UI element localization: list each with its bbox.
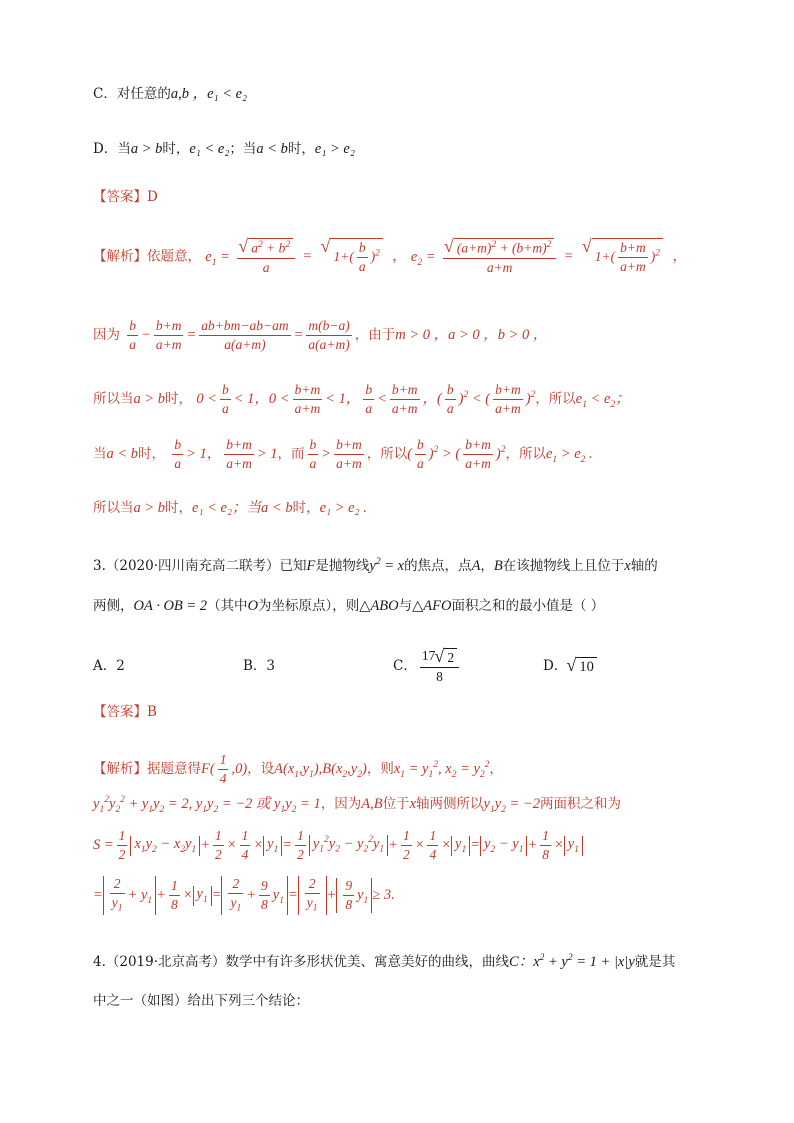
analysis-2-line-2: $y_1^2y_2^2 + y_1y_2 = 2$, $y_1y_2 = -2$ 或 $y_1y_2 = 1$，因为A,B位于x轴两侧所以$y_1y_2 = -2$两面积之和为 [93,795,621,815]
analysis-1-line-2: 因为 $\frac{b}{a}$ − $\frac{b+m}{a+m}$ = $\frac{ab+bm-ab-am}{a(a+m)}$ = $\frac{m(b-a)}{a(a+m)}$ ，由于m > 0 ，a > 0 ，b > 0 ， [93,318,548,353]
option-a: A．2 [93,658,125,675]
option-c-q3: C． $\frac{17√ 2}{8}$ [393,648,543,685]
option-d: D．当a > b时，e₁ < e₂；当a < b时，e₁ > e₂ [93,141,355,157]
question-3-line-1: 3.（2020·四川南充高二联考）已知F是抛物线$y^2 = x$的焦点，点A，B在该抛物线上且位于x轴的 [93,557,658,574]
question-3-options [93,648,734,685]
analysis-2-line-3: S = $\frac{1}{2}$ $x_1y_2 - x_2y_1$ + $\frac{1}{2}$ × $\frac{1}{4}$ × $y_1$ = $\frac{1}{2}$ $y_1^2y_2 - y_2^2y_1$ + $\frac{1}{2}$ × $\frac{1}{4}$ × $y_1 = y_2 - y_1$ + $\frac{1}{8}$ × $y_1$ [93,828,734,863]
analysis-1-line-3: 所以当a > b时， 0 < $\frac{b}{a}$ < 1，0 < $\frac{b+m}{a+m}$ < 1， $\frac{b}{a}$ < $\frac{b+m}{a+m}$ ，( $\frac{b}{a}$ )$^2$ < ( $\frac{b+m}{a+m}$ )$^2$，所以$e_1 < e_2$； [93,382,630,417]
analysis-2-line-1: 【解析】据题意得F( $\frac{1}{4}$ ,0)，设$A(x_1,y_1),B(x_2,y_2)$，则$x_1 = y_1^2$, $x_2 = y_2^2$， [93,752,503,787]
analysis-1-line-1: 【解析】依题意， $e_1$ = √ $\frac{a^2 + b^2}{a}$ = √ 1+( $\frac{b}{a}$ )$^2$ ， $e_2$ = √ $\frac{(a+m)^2 + (b+m)^2}{a+m}$ = √ 1+( $\frac{b+m}{a+m}$ )$^2$ ， [93,238,734,276]
option-c: C．对任意的a,b ，e₁ < e₂ [93,86,248,102]
analysis-tag: 【解析】 [93,248,147,265]
analysis-2-line-4: = $\frac{2}{y_1}$ + $y_1$ + $\frac{1}{8}$ × $y_1$ = $\frac{2}{y_1}$ + $\frac{9}{8}$ $y_1$ = $\frac{2}{y_1}$ + $\frac{9}{8}$ $y_1 \ge 3$. [93,876,395,914]
analysis-1-conclusion: 所以当a > b时，e₁ < e₂；当a < b时，e₁ > e₂ . [93,500,367,516]
question-3-line-2: 两侧，OA · OB = 2（其中O为坐标原点），则△ABO与△AFO面积之和的最小值是（ ） [93,598,605,614]
answer-2: 【答案】B [93,704,157,720]
answer-1: 【答案】D [93,189,158,205]
question-4-line-2: 中之一（如图）给出下列三个结论： [93,993,309,1009]
option-b: B．3 [243,658,276,675]
question-4-line-1: 4.（2019·北京高考）数学中有许多形状优美、寓意美好的曲线，曲线C：$x^2 + y^2 = 1 + |x|y$就是其 [93,953,676,970]
option-d-q3: D．√ 10 [543,657,693,676]
analysis-1-line-4: 当a < b时， $\frac{b}{a}$ > 1， $\frac{b+m}{a+m}$ > 1，而 $\frac{b}{a}$ > $\frac{b+m}{a+m}$ ，所以( $\frac{b}{a}$ )$^2$ > ( $\frac{b+m}{a+m}$ )$^2$，所以$e_1 > e_2$ . [93,437,593,472]
